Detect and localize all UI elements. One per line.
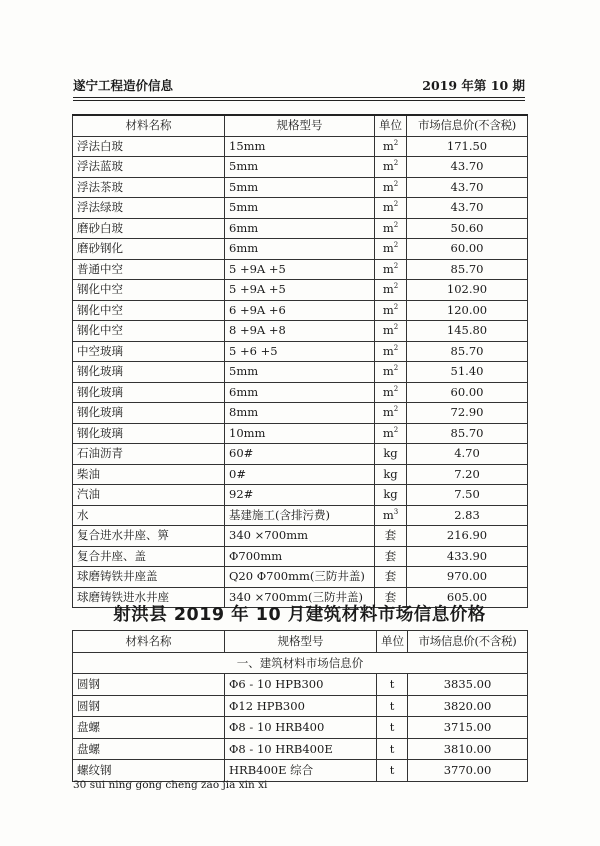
spec: 340 ×700mm xyxy=(225,526,375,547)
material-name: 中空玻璃 xyxy=(73,341,225,362)
spec: 6mm xyxy=(225,239,375,260)
table-row xyxy=(73,695,528,717)
material-name: 水 xyxy=(73,505,225,526)
unit xyxy=(375,362,407,383)
spec: Φ8 - 10 HRB400 xyxy=(225,717,377,739)
unit-exponent: 2 xyxy=(393,179,399,188)
spec: 5 +9A +5 xyxy=(225,259,375,280)
price: 43.70 xyxy=(407,198,528,219)
table-row xyxy=(73,485,528,506)
price: 145.80 xyxy=(407,321,528,342)
unit-exponent: 2 xyxy=(393,200,399,208)
price: 7.20 xyxy=(407,464,528,485)
price: 3770.00 xyxy=(408,760,528,782)
section-title: 射洪县 2019 年 10 月建筑材料市场信息价格 xyxy=(113,605,486,625)
issue-number: 2019 年第 10 期 xyxy=(422,78,525,93)
material-name: 磨砂白玻 xyxy=(73,218,225,239)
header-price: 市场信息价(不含税) xyxy=(407,115,528,136)
header-unit: 单位 xyxy=(377,631,408,653)
spec: 340 ×700mm(三防井盖) xyxy=(225,587,375,608)
unit xyxy=(375,198,407,219)
table-row xyxy=(73,218,528,239)
header-spec: 规格型号 xyxy=(225,631,377,653)
table-row xyxy=(73,546,528,567)
unit-exponent: 2 xyxy=(393,302,399,311)
unit-base: kg xyxy=(383,487,398,501)
material-name: 钢化玻璃 xyxy=(73,423,225,444)
unit-exponent: 2 xyxy=(393,220,399,229)
spec: 5mm xyxy=(225,198,375,219)
unit xyxy=(375,526,407,547)
material-name: 钢化中空 xyxy=(73,321,225,342)
price: 433.90 xyxy=(407,546,528,567)
table-row xyxy=(73,382,528,403)
unit-base: 套 xyxy=(384,548,397,563)
material-name: 钢化玻璃 xyxy=(73,403,225,424)
unit-base: 套 xyxy=(384,589,397,604)
table-row xyxy=(73,300,528,321)
table-row xyxy=(73,444,528,465)
unit-base: m xyxy=(382,364,394,378)
material-name: 浮法绿玻 xyxy=(73,198,225,219)
table-row xyxy=(73,423,528,444)
material-name: 钢化玻璃 xyxy=(73,382,225,403)
unit-exponent: 2 xyxy=(393,159,399,167)
spec: 5mm xyxy=(225,362,375,383)
material-name: 石油沥青 xyxy=(73,444,225,465)
unit: t xyxy=(377,674,408,696)
table-row xyxy=(73,321,528,342)
material-price-table-1 xyxy=(72,114,528,608)
header-material-name: 材料名称 xyxy=(73,115,225,136)
price: 970.00 xyxy=(407,567,528,588)
spec: 5mm xyxy=(225,177,375,198)
table-row xyxy=(73,674,528,696)
material-name: 钢化玻璃 xyxy=(73,362,225,383)
unit xyxy=(375,280,407,301)
unit-base: m xyxy=(382,138,394,153)
unit xyxy=(375,300,407,321)
unit-base: m xyxy=(382,425,394,440)
price: 120.00 xyxy=(407,300,528,321)
subheading-row xyxy=(73,652,528,674)
price: 85.70 xyxy=(407,259,528,280)
unit xyxy=(375,177,407,198)
unit-exponent: 2 xyxy=(393,425,399,434)
unit-base: kg xyxy=(383,466,398,481)
material-name: 盘螺 xyxy=(73,738,225,760)
unit-base: m xyxy=(382,179,394,194)
unit xyxy=(375,218,407,239)
table-row xyxy=(73,280,528,301)
unit xyxy=(375,403,407,424)
spec: Φ700mm xyxy=(225,546,375,567)
table-row xyxy=(73,738,528,760)
page-footer: 30 sui ning gong cheng zao jia xin xi xyxy=(73,779,268,791)
price: 60.00 xyxy=(407,239,528,260)
price: 605.00 xyxy=(407,587,528,608)
material-name: 复合进水井座、箅 xyxy=(73,526,225,547)
price: 43.70 xyxy=(407,157,528,178)
unit-base: m xyxy=(382,384,394,399)
table-body xyxy=(73,136,528,608)
spec: 10mm xyxy=(225,423,375,444)
price: 72.90 xyxy=(407,403,528,424)
spec: 6mm xyxy=(225,218,375,239)
unit-exponent: 2 xyxy=(393,261,399,270)
unit-base: m xyxy=(382,261,394,276)
material-name: 浮法茶玻 xyxy=(73,177,225,198)
spec: 6 +9A +6 xyxy=(225,300,375,321)
spec: 60# xyxy=(225,444,375,465)
price: 171.50 xyxy=(407,136,528,157)
unit xyxy=(375,157,407,178)
unit xyxy=(375,382,407,403)
table-row xyxy=(73,136,528,157)
unit-base: 套 xyxy=(384,528,397,542)
table-row xyxy=(73,259,528,280)
header-unit: 单位 xyxy=(375,115,407,136)
material-name: 球磨铸铁井座盖 xyxy=(73,567,225,588)
table-row xyxy=(73,198,528,219)
material-name: 钢化中空 xyxy=(73,280,225,301)
unit: t xyxy=(377,760,408,782)
unit-base: m xyxy=(382,323,394,337)
table-row xyxy=(73,505,528,526)
price: 85.70 xyxy=(407,341,528,362)
price: 3810.00 xyxy=(408,738,528,760)
material-name: 汽油 xyxy=(73,485,225,506)
material-name: 螺纹钢 xyxy=(73,760,225,782)
subheading: 一、建筑材料市场信息价 xyxy=(73,652,528,674)
spec: 5 +9A +5 xyxy=(225,280,375,301)
unit-base: m xyxy=(382,241,394,255)
unit xyxy=(375,423,407,444)
header-rule xyxy=(73,97,525,98)
material-name: 盘螺 xyxy=(73,717,225,739)
price: 43.70 xyxy=(407,177,528,198)
table-row xyxy=(73,403,528,424)
unit xyxy=(375,505,407,526)
unit-base: m xyxy=(382,159,394,173)
spec: 6mm xyxy=(225,382,375,403)
unit xyxy=(375,485,407,506)
unit-exponent: 2 xyxy=(393,241,399,249)
header-material-name: 材料名称 xyxy=(73,631,225,653)
header-price: 市场信息价(不含税) xyxy=(408,631,528,653)
price: 50.60 xyxy=(407,218,528,239)
unit-base: m xyxy=(382,507,394,522)
unit-exponent: 2 xyxy=(393,323,399,331)
spec: 0# xyxy=(225,464,375,485)
table-row xyxy=(73,177,528,198)
price: 3715.00 xyxy=(408,717,528,739)
table-row xyxy=(73,157,528,178)
unit-base: m xyxy=(382,302,394,317)
material-name: 球磨铸铁进水井座 xyxy=(73,587,225,608)
spec: 5 +6 +5 xyxy=(225,341,375,362)
material-price-table-2 xyxy=(72,630,528,782)
unit-base: kg xyxy=(383,446,398,460)
table-row xyxy=(73,567,528,588)
price: 3820.00 xyxy=(408,695,528,717)
material-name: 浮法蓝玻 xyxy=(73,157,225,178)
unit-base: m xyxy=(382,282,394,296)
table-row xyxy=(73,717,528,739)
header-rule-thin xyxy=(73,100,525,101)
material-name: 钢化中空 xyxy=(73,300,225,321)
unit xyxy=(375,444,407,465)
table-row xyxy=(73,760,528,782)
spec: Φ12 HPB300 xyxy=(225,695,377,717)
unit-exponent: 2 xyxy=(393,138,399,147)
spec: 基建施工(含排污费) xyxy=(225,505,375,526)
table-row xyxy=(73,239,528,260)
price: 3835.00 xyxy=(408,674,528,696)
table-header-row xyxy=(73,115,528,136)
unit: t xyxy=(377,717,408,739)
spec: 8 +9A +8 xyxy=(225,321,375,342)
header-spec: 规格型号 xyxy=(225,115,375,136)
material-name: 磨砂钢化 xyxy=(73,239,225,260)
unit xyxy=(375,136,407,157)
unit xyxy=(375,546,407,567)
table-row xyxy=(73,362,528,383)
unit xyxy=(375,259,407,280)
unit-exponent: 2 xyxy=(393,405,399,413)
unit-base: m xyxy=(382,343,394,358)
unit-base: m xyxy=(382,220,394,235)
unit-exponent: 3 xyxy=(393,507,399,516)
unit-exponent: 2 xyxy=(393,364,399,372)
unit-base: 套 xyxy=(384,569,397,583)
price: 7.50 xyxy=(407,485,528,506)
unit xyxy=(375,239,407,260)
price: 60.00 xyxy=(407,382,528,403)
table-row xyxy=(73,464,528,485)
unit xyxy=(375,341,407,362)
table-header-row xyxy=(73,631,528,653)
unit-base: m xyxy=(382,405,394,419)
material-name: 浮法白玻 xyxy=(73,136,225,157)
price: 4.70 xyxy=(407,444,528,465)
spec: 5mm xyxy=(225,157,375,178)
spec: Q20 Φ700mm(三防井盖) xyxy=(225,567,375,588)
material-name: 普通中空 xyxy=(73,259,225,280)
price: 85.70 xyxy=(407,423,528,444)
unit xyxy=(375,321,407,342)
unit-exponent: 2 xyxy=(393,282,399,290)
spec: 15mm xyxy=(225,136,375,157)
unit-exponent: 2 xyxy=(393,384,399,393)
unit-base: m xyxy=(382,200,394,214)
table-row xyxy=(73,341,528,362)
price: 2.83 xyxy=(407,505,528,526)
spec: 8mm xyxy=(225,403,375,424)
unit: t xyxy=(377,738,408,760)
unit xyxy=(375,567,407,588)
price: 102.90 xyxy=(407,280,528,301)
material-name: 柴油 xyxy=(73,464,225,485)
spec: Φ6 - 10 HPB300 xyxy=(225,674,377,696)
table-row xyxy=(73,526,528,547)
unit-exponent: 2 xyxy=(393,343,399,352)
table-body xyxy=(73,652,528,781)
unit: t xyxy=(377,695,408,717)
spec: Φ8 - 10 HRB400E xyxy=(225,738,377,760)
spec: HRB400E 综合 xyxy=(225,760,377,782)
publication-title: 遂宁工程造价信息 xyxy=(73,78,174,93)
spec: 92# xyxy=(225,485,375,506)
price: 51.40 xyxy=(407,362,528,383)
price: 216.90 xyxy=(407,526,528,547)
material-name: 圆钢 xyxy=(73,695,225,717)
material-name: 圆钢 xyxy=(73,674,225,696)
unit xyxy=(375,464,407,485)
material-name: 复合井座、盖 xyxy=(73,546,225,567)
